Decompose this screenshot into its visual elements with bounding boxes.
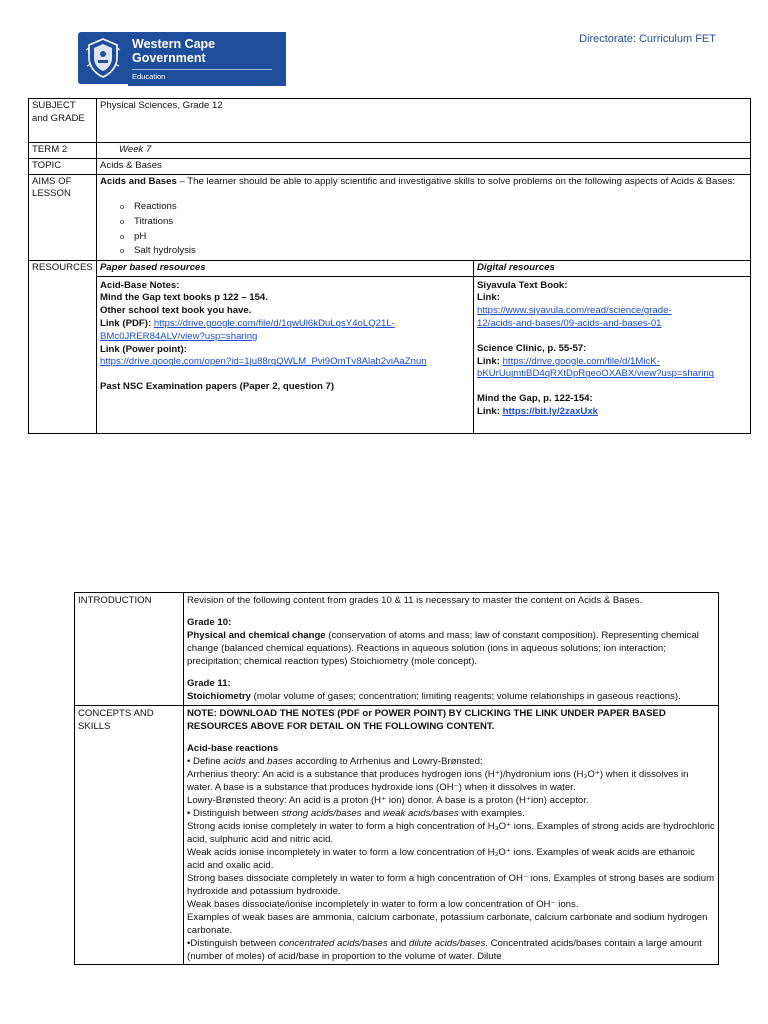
aims-label: AIMS OF LESSON [29, 174, 97, 260]
acid-base-heading: Acid-base reactions [187, 743, 279, 754]
define-post: according to Arrhenius and Lowry-Brønsted: [292, 756, 483, 767]
define-bases: bases [267, 756, 293, 767]
term-label: TERM 2 [29, 143, 97, 159]
concepts-label: CONCEPTS AND SKILLS [75, 706, 184, 965]
digital-resources-header: Digital resources [474, 260, 751, 276]
table-row [75, 706, 719, 965]
siyavula-link-continued[interactable]: 12/acids-and-bases/09-acids-and-bases-01 [477, 317, 662, 329]
subject-value: Physical Sciences, Grade 12 [97, 99, 751, 143]
siyavula-heading: Siyavula Text Book: [477, 279, 568, 291]
weak-bases: Weak bases dissociate/ionise incompletely in water to form a low concentration of OH⁻ ions. [187, 899, 579, 910]
clinic-link-label: Link: [477, 355, 503, 367]
subject-label: SUBJECT and GRADE [29, 99, 97, 143]
acid-base-notes: Acid-Base Notes: [100, 279, 180, 291]
science-clinic-heading: Science Clinic, p. 55-57: [477, 342, 587, 354]
mind-the-gap-books: Mind the Gap text books p 122 – 154. [100, 292, 268, 304]
coat-of-arms-icon [78, 32, 128, 84]
distinguish2-mid: and [387, 938, 410, 949]
distinguish2-pre: •Distinguish between [187, 938, 279, 949]
paper-resources-cell [97, 276, 474, 433]
intro-text: Revision of the following content from grades 10 & 11 is necessary to master the content on Acids & Bases. [187, 595, 643, 606]
table-row [29, 158, 751, 174]
table-row [29, 143, 751, 159]
define-pre: • Define [187, 756, 224, 767]
arrhenius-theory: Arrhenius theory: An acid is a substance that produces hydrogen ions (H⁺)/hydronium ions (H₃O⁺) when it dissolves in water. A base is a substance that produces hydroxide ions (OH⁻) when it dissolves in water. [187, 769, 689, 793]
pdf-link-label: Link (PDF): [100, 317, 154, 329]
clinic-link-continued[interactable]: bKUrUujmtiBD4qRXtDpRgeoOXABX/view?usp=sharing [477, 368, 715, 380]
aims-heading: Acids and Bases [100, 175, 177, 187]
logo-line-1: Western Cape [132, 37, 216, 51]
page-header [0, 0, 768, 96]
weak-acids: Weak acids ionise incompletely in water to form a low concentration of H₃O⁺ ions. Examples of weak acids are ethanoic acid and oxalic acid. [187, 847, 695, 871]
distinguish2-concentrated: concentrated acids/bases [278, 938, 388, 949]
table-row [75, 593, 719, 706]
distinguish-mid: and [361, 808, 383, 819]
ppt-link[interactable]: https://drive.google.com/open?id=1ju88rgQWLM_Pvi9OmTv8Alah2viAaZnun [100, 356, 427, 368]
define-mid: and [245, 756, 268, 767]
paper-resources-header: Paper based resources [97, 260, 474, 276]
grade-10-bold: Physical and chemical change [187, 630, 326, 641]
weak-bases-examples: Examples of weak bases are ammonia, calcium carbonate, potassium carbonate, calcium carbonate and sodium hydrogen carbonate. [187, 912, 708, 936]
clinic-link[interactable]: https://drive.google.com/file/d/1MicK- [502, 355, 660, 367]
logo-line-3: Education [132, 72, 166, 81]
siyavula-link[interactable]: https://www.siyavula.com/read/science/grade- [477, 305, 672, 317]
pdf-link-continued[interactable]: BMc0JRER84ALV/view?usp=sharing [100, 330, 258, 342]
lesson-content-table [74, 592, 719, 965]
ppt-link-label: Link (Power point): [100, 343, 187, 355]
distinguish-weak: weak acids/bases [382, 808, 459, 819]
introduction-cell [184, 593, 719, 706]
introduction-label: INTRODUCTION [75, 593, 184, 706]
strong-acids: Strong acids ionise completely in water to form a high concentration of H₃O⁺ ions. Examples of strong acids are hydrochloric acid, sulphuric acid and nitric acid. [187, 821, 715, 845]
concepts-cell [184, 706, 719, 965]
strong-bases: Strong bases dissociate completely in water to form a high concentration of OH⁻ ions. Examples of strong bases are sodium hydroxide and potassium hydroxide. [187, 873, 715, 897]
table-row [29, 260, 751, 276]
grade-10-text: (conservation of atoms and mass; law of constant composition). Representing chemical change (balanced chemical equations). Reactions in aqueous solution (ions in aqueous solutions; ion interaction; precipitation; chemical reaction types) Stoichiometry (mole concept). [187, 630, 699, 667]
table-row [29, 174, 751, 260]
other-text-book: Other school text book you have. [100, 305, 252, 317]
grade-11-heading: Grade 11: [187, 678, 231, 689]
grade-11-bold: Stoichiometry [187, 691, 251, 702]
distinguish2-post: . Concentrated acids/bases contain a large amount (number of moles) of acid/base in proportion to the volume of water. Dilute [187, 938, 702, 962]
define-acids: acids [223, 756, 246, 767]
grade-11-text: (molar volume of gases; concentration; limiting reagents; volume relationships in gaseous reactions). [250, 691, 681, 702]
distinguish-strong: strong acids/bases [281, 808, 362, 819]
list-item: o Reactions [120, 200, 747, 215]
aims-text: – The learner should be able to apply scientific and investigative skills to solve problems on the following aspects of Acids & Bases: [176, 175, 735, 187]
list-item: o Titrations [120, 215, 747, 230]
siyavula-link-label: Link: [477, 292, 500, 304]
download-note: NOTE: DOWNLOAD THE NOTES (PDF or POWER POINT) BY CLICKING THE LINK UNDER PAPER BASED RESOURCES ABOVE FOR DETAIL ON THE FOLLOWING CONTENT. [187, 708, 666, 732]
western-cape-government-logo [78, 32, 286, 86]
aims-list [100, 200, 747, 258]
past-nsc-papers: Past NSC Examination papers (Paper 2, question 7) [100, 381, 335, 393]
pdf-link[interactable]: https://drive.google.com/file/d/1qwUl6kDuLqsY4oLQ21L- [153, 317, 395, 329]
directorate-label: Directorate: Curriculum FET [579, 33, 716, 45]
topic-value: Acids & Bases [97, 158, 751, 174]
distinguish2-dilute: dilute acids/bases [409, 938, 486, 949]
term-value: Week 7 [97, 143, 751, 159]
logo-line-2: Government [132, 51, 206, 65]
resources-label: RESOURCES [29, 260, 97, 433]
grade-10-heading: Grade 10: [187, 617, 232, 628]
distinguish-post: with examples. [458, 808, 525, 819]
topic-label: TOPIC [29, 158, 97, 174]
lowry-bronsted-theory: Lowry-Brønsted theory: An acid is a proton (H⁺ ion) donor. A base is a proton (H⁺ion) acceptor. [187, 795, 589, 806]
aims-cell [97, 174, 751, 260]
list-item: o pH [120, 230, 747, 245]
list-item: o Salt hydrolysis [120, 244, 747, 259]
lesson-overview-table [28, 98, 751, 434]
mtg-link-label: Link: [477, 405, 503, 417]
mtg-link[interactable]: https://bit.ly/2zaxUxk [502, 405, 599, 417]
digital-resources-cell [474, 276, 751, 433]
table-row [29, 276, 751, 433]
table-row [29, 99, 751, 143]
mind-the-gap-heading: Mind the Gap, p. 122-154: [477, 393, 593, 405]
distinguish-pre: • Distinguish between [187, 808, 282, 819]
